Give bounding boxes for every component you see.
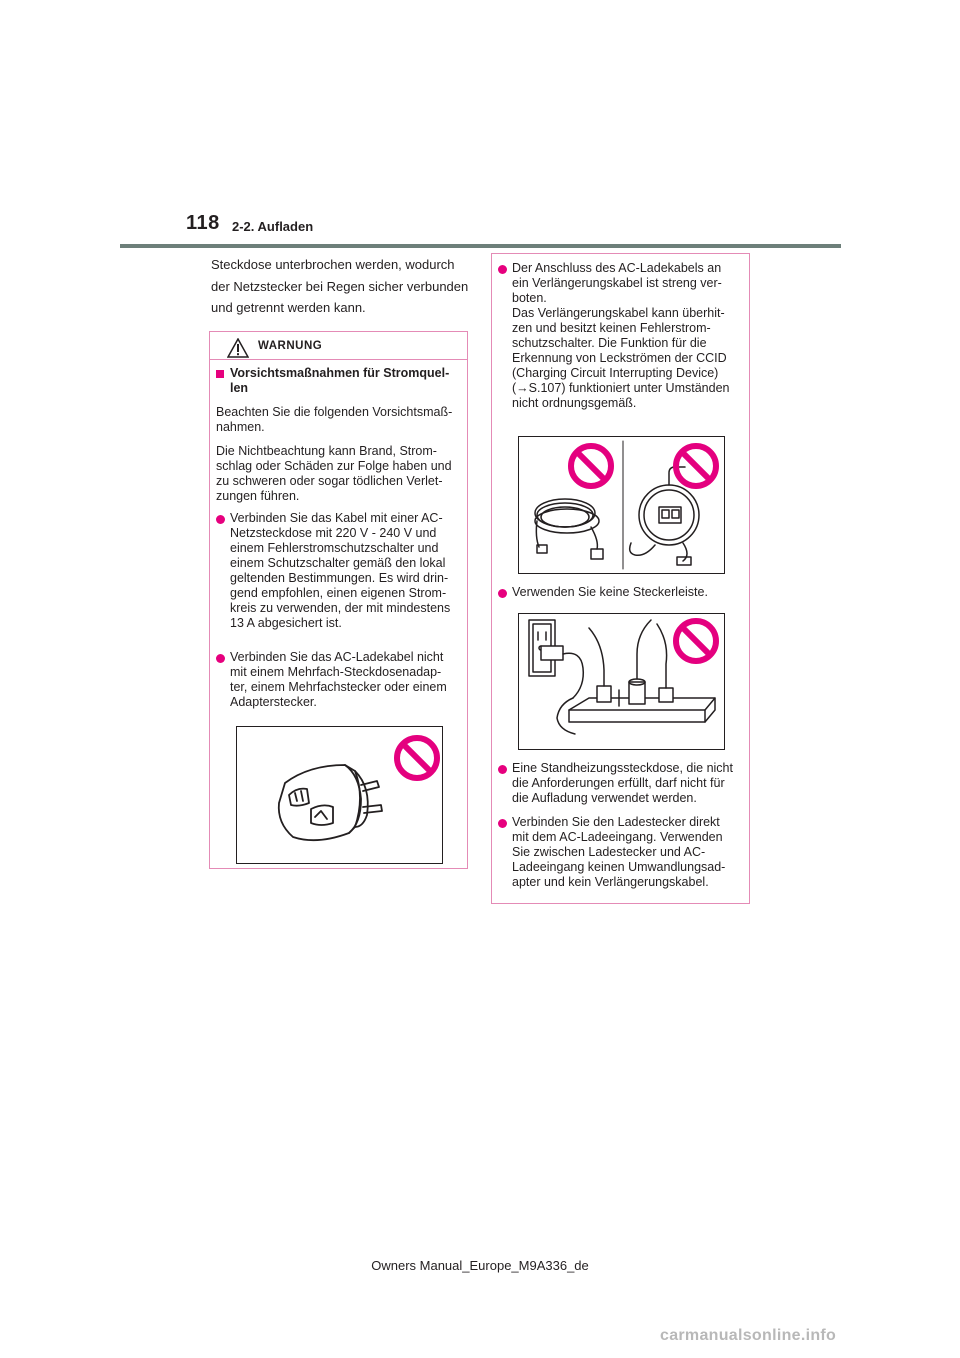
text-line: die Aufladung verwendet werden.: [512, 791, 697, 805]
text-line: einem Schutzschalter gemäß den lokal: [230, 556, 446, 570]
warning-heading: [230, 366, 449, 396]
text-line: boten.: [512, 291, 547, 305]
prohibited-icon: [672, 617, 720, 665]
watermark: carmanualsonline.info: [660, 1327, 837, 1344]
text-line: nicht ordnungsgemäß.: [512, 396, 637, 410]
text-line: 13 A abgesichert ist.: [230, 616, 342, 630]
circle-bullet-icon: [216, 515, 225, 524]
warning-triangle-icon: [227, 338, 249, 358]
circle-bullet-icon: [498, 265, 507, 274]
text-line: und getrennt werden kann.: [211, 300, 366, 315]
text-line: gend empfohlen, einen eigenen Strom-: [230, 586, 447, 600]
circle-bullet-icon: [498, 589, 507, 598]
circle-bullet-icon: [498, 819, 507, 828]
text-line: Netzsteckdose mit 220 V - 240 V und: [230, 526, 437, 540]
circle-bullet-icon: [498, 765, 507, 774]
warning-para-1: [216, 405, 452, 435]
text-line: geltenden Bestimmungen. Es wird drin-: [230, 571, 449, 585]
text-line: Das Verlängerungskabel kann überhit-: [512, 306, 725, 320]
prohibited-icon: [567, 442, 615, 490]
text-line: Verbinden Sie das AC-Ladekabel nicht: [230, 650, 444, 664]
text-line: mit einem Mehrfach-Steckdosenadap-: [230, 665, 442, 679]
text-line: zungen führen.: [216, 489, 300, 503]
circle-bullet-icon: [216, 654, 225, 663]
right-bullet-3: [512, 761, 733, 806]
right-bullet-1: [512, 261, 729, 411]
text-line: ter, einem Mehrfachstecker oder einem: [230, 680, 447, 694]
text-line: mit dem AC-Ladeeingang. Verwenden: [512, 830, 723, 844]
warning-header: [210, 332, 467, 360]
text-line: Beachten Sie die folgenden Vorsichtsmaß-: [216, 405, 453, 419]
text-line: Die Nichtbeachtung kann Brand, Strom-: [216, 444, 437, 458]
text-line: Verbinden Sie den Ladestecker direkt: [512, 815, 720, 829]
text-line: (Charging Circuit Interrupting Device): [512, 366, 719, 380]
text-line: schlag oder Schäden zur Folge haben und: [216, 459, 452, 473]
header-rule: [120, 244, 841, 248]
text-line: Steckdose unterbrochen werden, wodurch: [211, 257, 455, 272]
square-bullet-icon: [216, 370, 224, 378]
text-line: len: [230, 381, 249, 395]
text-line: Adapterstecker.: [230, 695, 317, 709]
text-line: Ladeeingang keinen Umwandlungsad-: [512, 860, 726, 874]
text-line: Erkennung von Leckströmen der CCID: [512, 351, 727, 365]
prohibited-icon: [393, 734, 441, 782]
text-line: apter und kein Verlängerungskabel.: [512, 875, 709, 889]
text-line: (→S.107) funktioniert unter Umständen: [512, 381, 730, 395]
text-line: Eine Standheizungssteckdose, die nicht: [512, 761, 733, 775]
text-line: Verbinden Sie das Kabel mit einer AC-: [230, 511, 443, 525]
page-number: 118: [186, 212, 220, 234]
text-line: schutzschalter. Die Funktion für die: [512, 336, 707, 350]
text-line: zu schweren oder sogar tödlichen Verlet-: [216, 474, 443, 488]
text-line: nahmen.: [216, 420, 265, 434]
warning-para-2: [216, 444, 452, 504]
right-bullet-4: [512, 815, 725, 890]
section-title: 2-2. Aufladen: [232, 219, 314, 234]
text-line: Der Anschluss des AC-Ladekabels an: [512, 261, 722, 275]
intro-text: [211, 254, 473, 319]
text-line: Verwenden Sie keine Steckerleiste.: [512, 585, 708, 599]
text-line: Vorsichtsmaßnahmen für Stromquel-: [230, 366, 450, 380]
prohibited-icon: [672, 442, 720, 490]
text-line: Sie zwischen Ladestecker und AC-: [512, 845, 706, 859]
right-bullet-2: [512, 585, 708, 600]
text-line: der Netzstecker bei Regen sicher verbunden: [211, 278, 469, 294]
warning-bullet-1: [230, 511, 450, 631]
right-info-box: [491, 253, 750, 904]
warning-title: WARNUNG: [258, 340, 323, 352]
warning-box: [209, 331, 468, 869]
text-line: ein Verlängerungskabel ist streng ver-: [512, 276, 722, 290]
text-line: zen und besitzt keinen Fehlerstrom-: [512, 321, 711, 335]
text-line: die Anforderungen erfüllt, darf nicht für: [512, 776, 725, 790]
warning-bullet-2: [230, 650, 447, 710]
text-line: einem Fehlerstromschutzschalter und: [230, 541, 439, 555]
footer-text: Owners Manual_Europe_M9A336_de: [371, 1258, 589, 1273]
text-line: kreis zu verwenden, der mit mindestens: [230, 601, 451, 615]
